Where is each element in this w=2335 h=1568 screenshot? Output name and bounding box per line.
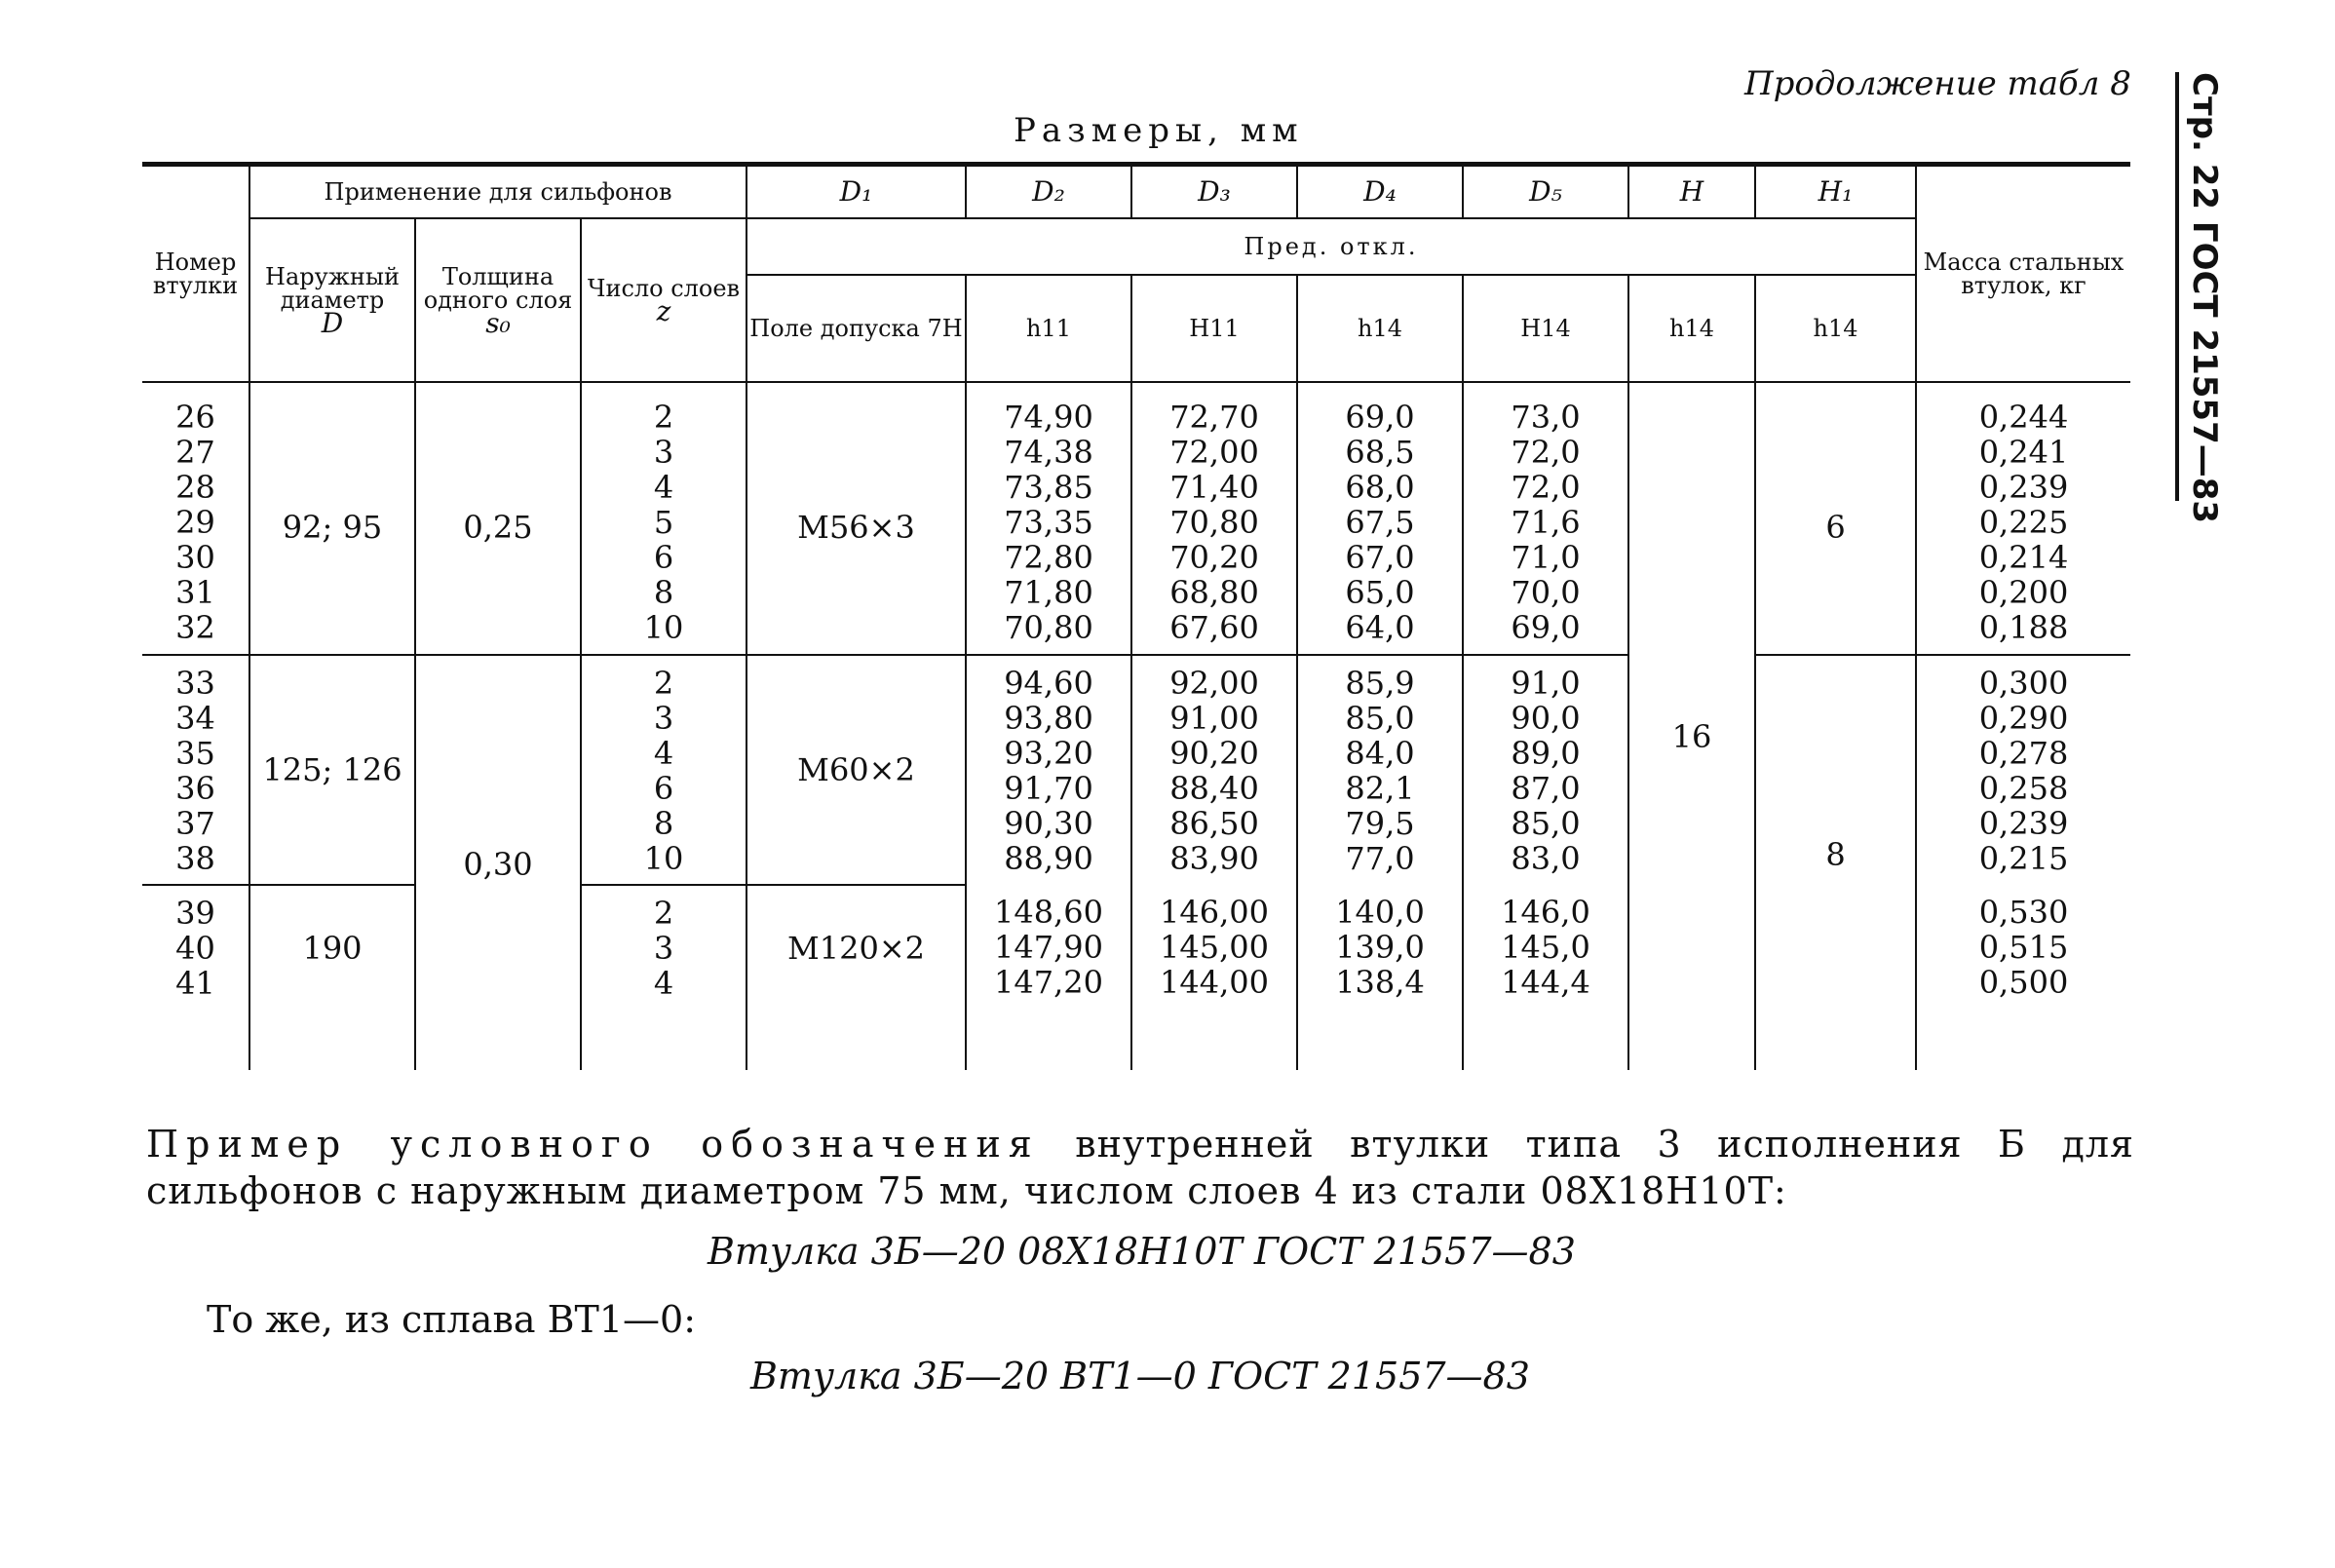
d2-cell: 74,90 74,38 73,85 73,35 72,80 71,80 70,80	[966, 400, 1131, 655]
side-page-label	[2175, 72, 2239, 524]
h1-cell: 8	[1755, 655, 1916, 1070]
tol-d5: H14	[1463, 275, 1628, 382]
thread-cell: M120×2	[746, 885, 966, 1070]
d4-cell: 85,9 85,0 84,0 82,1 79,5 77,0	[1297, 655, 1463, 885]
example-lead: Пример условного обозначения	[146, 1123, 1040, 1166]
sizes-caption: Размеры, мм	[1014, 111, 1304, 150]
thickness-cell: 0,30	[415, 655, 581, 1070]
tol-d4: h14	[1297, 275, 1463, 382]
header-h: H	[1628, 165, 1755, 219]
d2-cell: 148,60 147,90 147,20	[966, 885, 1131, 1070]
header-d1: D₁	[746, 165, 966, 219]
side-label-text: Стр. 22 ГОСТ 21557—83	[2185, 72, 2224, 524]
continuation-label: Продолжение табл 8	[1744, 64, 2131, 103]
outer-diameter-cell: 92; 95	[249, 400, 415, 655]
header-pred-otkl: Пред. откл.	[746, 218, 1916, 275]
header-h1: H₁	[1755, 165, 1916, 219]
tol-d2: h11	[966, 275, 1131, 382]
mass-cell: 0,300 0,290 0,278 0,258 0,239 0,215	[1916, 655, 2130, 885]
outer-diameter-cell: 190	[249, 885, 415, 1070]
h1-cell: 6	[1755, 400, 1916, 655]
header-d5: D₅	[1463, 165, 1628, 219]
d2-cell: 94,60 93,80 93,20 91,70 90,30 88,90	[966, 655, 1131, 885]
d5-cell: 91,0 90,0 89,0 87,0 85,0 83,0	[1463, 655, 1628, 885]
d3-cell: 146,00 145,00 144,00	[1131, 885, 1297, 1070]
mass-cell: 0,244 0,241 0,239 0,225 0,214 0,200 0,188	[1916, 400, 2130, 655]
header-mass: Масса стальных втулок, кг	[1916, 165, 2130, 383]
number-cell: 39 40 41	[142, 885, 249, 1070]
number-cell: 33 34 35 36 37 38	[142, 655, 249, 885]
designation-1: Втулка 3Б—20 08Х18Н10Т ГОСТ 21557—83	[708, 1230, 1576, 1273]
outer-diameter-cell: 125; 126	[249, 655, 415, 885]
header-thickness: Толщина одного слоя s₀	[415, 218, 581, 382]
mass-cell: 0,530 0,515 0,500	[1916, 885, 2130, 1070]
header-number: Номер втулки	[142, 165, 249, 383]
thread-cell: M56×3	[746, 400, 966, 655]
dimensions-table	[142, 162, 2130, 1070]
tol-d1: Поле допуска 7H	[746, 275, 966, 382]
header-application: Применение для сильфонов	[249, 165, 746, 219]
d4-cell: 140,0 139,0 138,4	[1297, 885, 1463, 1070]
d5-cell: 146,0 145,0 144,4	[1463, 885, 1628, 1070]
d4-cell: 69,0 68,5 68,0 67,5 67,0 65,0 64,0	[1297, 400, 1463, 655]
thickness-cell: 0,25	[415, 400, 581, 655]
number-cell: 26 27 28 29 30 31 32	[175, 399, 215, 646]
d3-cell: 72,70 72,00 71,40 70,80 70,20 68,80 67,60	[1131, 400, 1297, 655]
d3-cell: 92,00 91,00 90,20 88,40 86,50 83,90	[1131, 655, 1297, 885]
example-paragraph	[146, 1121, 2134, 1214]
thread-cell: M60×2	[746, 655, 966, 885]
tol-h1: h14	[1755, 275, 1916, 382]
tol-d3: H11	[1131, 275, 1297, 382]
d5-cell: 73,0 72,0 72,0 71,6 71,0 70,0 69,0	[1463, 400, 1628, 655]
designation-2: Втулка 3Б—20 ВТ1—0 ГОСТ 21557—83	[750, 1355, 1530, 1397]
layers-cell: 2 3 4	[581, 885, 746, 1070]
header-d3: D₃	[1131, 165, 1297, 219]
h-cell: 16	[1628, 400, 1755, 1070]
header-layers: Число слоев z	[581, 218, 746, 382]
header-outer-diameter: Наружный диаметр D	[249, 218, 415, 382]
table-group	[142, 655, 2130, 885]
header-d4: D₄	[1297, 165, 1463, 219]
side-rule	[2175, 72, 2179, 501]
tol-h: h14	[1628, 275, 1755, 382]
layers-cell: 2 3 4 6 8 10	[581, 655, 746, 885]
example-rest: внутренней втулки типа 3 исполнения Б для сильфонов с наружным диаметром 75 мм, числом слоев 4 из стали 08Х18Н10Т:	[146, 1123, 2134, 1212]
layers-cell: 2 3 4 5 6 8 10	[581, 400, 746, 655]
table-group	[142, 400, 2130, 655]
same-alloy-line: То же, из сплава ВТ1—0:	[207, 1298, 696, 1341]
header-d2: D₂	[966, 165, 1131, 219]
